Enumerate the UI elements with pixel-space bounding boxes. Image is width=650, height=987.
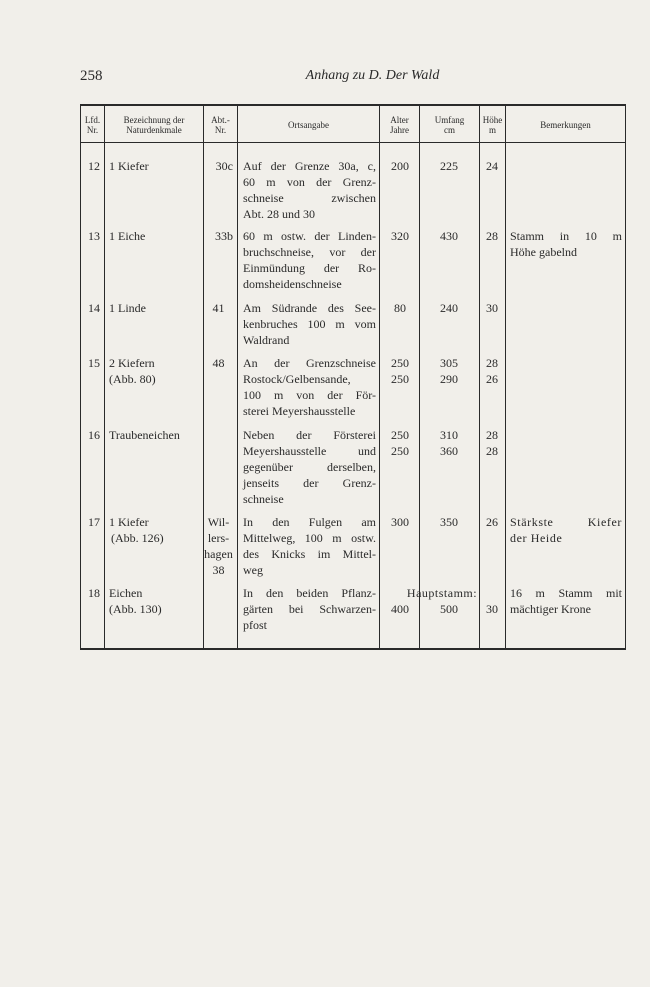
cell-ort: An der Grenzschneise Rostock/Gelbensande, 100 m von der För- sterei Meyershausstelle [243,356,376,418]
header-ort: Ortsangabe [288,120,329,130]
cell-hoehe: 30 [486,602,498,616]
cell-umfang: 305 290 [440,356,458,386]
cell-ort: 60 m ostw. der Linden- bruchschneise, vor der Einmündung der Ro- domsheidenschneise [243,229,376,291]
header-nr: Lfd. Nr. [84,115,101,135]
cell-alter: 80 [394,301,406,315]
column-divider [625,106,626,648]
cell-umfang: 240 [440,301,458,315]
cell-umfang: 310 360 [440,428,458,458]
cell-alter: 250 250 [391,428,409,458]
table-header-rule [80,142,626,143]
cell-alter: 200 [391,159,409,173]
header-hoehe: Höhe m [482,115,503,135]
cell-abt: Wil- lers- hagen 38 [204,515,233,577]
page-header [80,68,625,88]
cell-name: 1 Linde [109,301,146,315]
cell-alter: 400 [391,602,409,616]
cell-umfang: 350 [440,515,458,529]
column-divider [505,106,506,648]
cell-ort: Neben der Försterei Meyershausstelle und gegenüber derselben, jenseits der Grenz- schneise [243,428,376,506]
cell-nr: 13 [88,229,100,243]
cell-hoehe: 30 [486,301,498,315]
cell-alter: 250 250 [391,356,409,386]
cell-hoehe: 28 28 [486,428,498,458]
cell-abt: 30c [215,159,233,173]
cell-nr: 15 [88,356,100,370]
cell-bemerkungen: Stärkste Kiefer der Heide [510,515,622,545]
cell-nr: 18 [88,586,100,600]
cell-ort: Am Südrande des See- kenbruches 100 m vom Waldrand [243,301,376,347]
cell-name: 1 Kiefer [109,159,149,173]
cell-name: Traubeneichen [109,428,180,442]
cell-nr: 17 [88,515,100,529]
cell-ort: In den beiden Pflanz- gärten bei Schwarzen- pfost [243,586,376,632]
cell-umfang: 225 [440,159,458,173]
cell-hoehe: 24 [486,159,498,173]
table-bottom-rule [80,648,626,650]
cell-abt: 41 [212,301,225,315]
header-bem: Bemerkungen [540,120,591,130]
cell-bemerkungen: 16 m Stamm mit mächtiger Krone [510,586,622,616]
cell-name: 2 Kiefern (Abb. 80) [109,356,156,386]
column-divider [237,106,238,648]
cell-name: Eichen (Abb. 130) [109,586,162,616]
column-divider [379,106,380,648]
cell-abt: 48 [212,356,225,370]
running-title: Anhang zu D. Der Wald [305,68,440,83]
cell-umfang: 430 [440,229,458,243]
cell-name: 1 Eiche [109,229,146,243]
cell-umfang: 500 [440,602,458,616]
cell-ort: Auf der Grenze 30a, c, 60 m von der Grenz- schneise zwischen Abt. 28 und 30 [243,159,376,221]
column-divider [104,106,105,648]
cell-nr: 14 [88,301,100,315]
header-alter: Alter Jahre [390,115,409,135]
header-name: Bezeichnung der Naturdenkmale [123,115,185,135]
cell-hoehe: 28 [486,229,498,243]
column-divider [80,106,81,648]
table-top-rule [80,104,626,106]
cell-ort: In den Fulgen am Mittelweg, 100 m ostw. des Knicks im Mittel- weg [243,515,376,577]
cell-nr: 16 [88,428,100,442]
cell-hoehe: 28 26 [486,356,498,386]
cell-hoehe: 26 [486,515,498,529]
natural-monuments-table [80,104,626,654]
cell-name: 1 Kiefer (Abb. 126) [109,515,164,545]
cell-alter: 320 [391,229,409,243]
page-number: 258 [80,68,103,84]
cell-alter: 300 [391,515,409,529]
cell-hauptstamm-label: Hauptstamm: [406,586,478,600]
header-abt: Abt.- Nr. [211,115,230,135]
cell-bemerkungen: Stamm in 10 m Höhe gabelnd [510,229,622,259]
cell-abt: 33b [215,229,233,243]
cell-nr: 12 [88,159,100,173]
header-umfang: Umfang cm [434,115,465,135]
